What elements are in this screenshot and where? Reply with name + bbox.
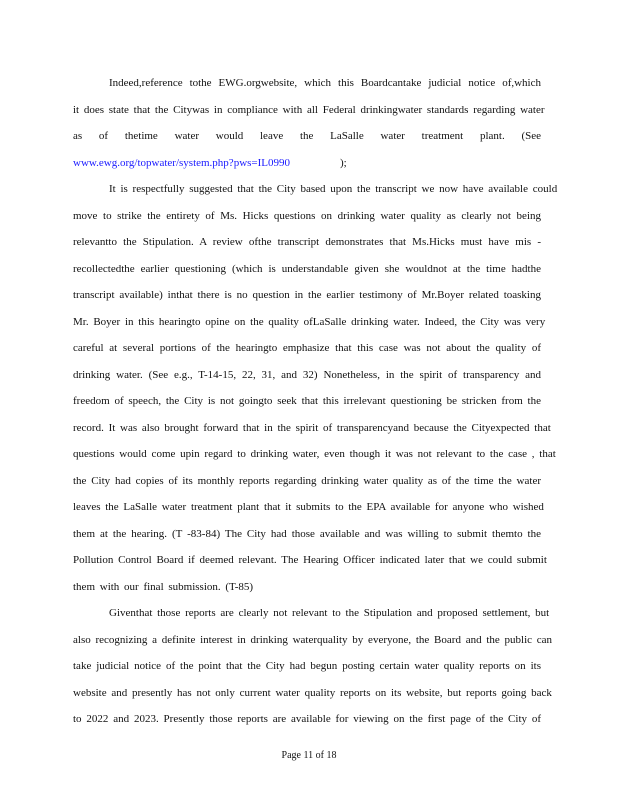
ewg-link[interactable]: www.ewg.org/topwater/system.php?pws=IL0990 bbox=[73, 156, 291, 169]
text-line: them with our final submission. (T-85) bbox=[73, 580, 254, 593]
text-line: them at the hearing. (T -83-84) The City had those available and was willing to submit themto the bbox=[73, 527, 541, 540]
text-line: relevantto the Stipulation. A review ofthe transcript demonstrates that Ms.Hicks must have mis - bbox=[73, 236, 541, 248]
page-number-footer: Page 11 of 18 bbox=[281, 750, 337, 761]
text-line-with-link bbox=[73, 150, 541, 177]
text-line: Pollution Control Board if deemed relevant. The Hearing Officer indicated later that we could submit bbox=[73, 554, 547, 566]
text-line: record. It was also brought forward that in the spirit of transparencyand because the Cityexpected that bbox=[73, 421, 551, 434]
text-line: Indeed,reference tothe EWG.orgwebsite, which this Boardcantake judicial notice of,which bbox=[109, 77, 541, 89]
document-body bbox=[73, 70, 558, 733]
text-line: transcript available) inthat there is no question in the earlier testimony of Mr.Boyer related toasking bbox=[73, 289, 541, 301]
paragraph-ewg-reference bbox=[73, 70, 545, 176]
text-line: move to strike the entirety of Ms. Hicks questions on drinking water quality as clearly not being bbox=[73, 209, 541, 222]
text-line: It is respectfully suggested that the City based upon the transcript we now have available could bbox=[109, 183, 558, 195]
paragraph-judicial-notice bbox=[73, 600, 553, 733]
text-line: drinking water. (See e.g., T-14-15, 22, 31, and 32) Nonetheless, in the spirit of transparency and bbox=[73, 368, 541, 381]
text-line: Mr. Boyer in this hearingto opine on the quality ofLaSalle drinking water. Indeed, the City was very bbox=[73, 315, 546, 328]
link-trailing-text: ); bbox=[340, 156, 347, 169]
text-line: also recognizing a definite interest in drinking waterquality by everyone, the Board and the public can bbox=[73, 633, 553, 646]
text-line: it does state that the Citywas in compliance with all Federal drinkingwater standards regarding water bbox=[73, 103, 545, 116]
text-line: freedom of speech, the City is not goingto seek that this irrelevant questioning be stricken from the bbox=[73, 395, 541, 407]
text-line: the City had copies of its monthly reports regarding drinking water quality as of the time the water bbox=[73, 474, 541, 487]
text-line: recollectedthe earlier questioning (which is understandable given she wouldnot at the time hadthe bbox=[73, 262, 541, 275]
text-line: take judicial notice of the point that the City had begun posting certain water quality reports on its bbox=[73, 660, 541, 672]
text-line: questions would come upin regard to drinking water, even though it was not relevant to the case , that bbox=[73, 448, 556, 460]
paragraph-motion-to-strike bbox=[73, 176, 558, 600]
text-line: careful at several portions of the hearingto emphasize that this case was not about the quality of bbox=[73, 342, 541, 354]
text-line: Giventhat those reports are clearly not relevant to the Stipulation and proposed settlement, but bbox=[109, 607, 550, 619]
text-line: to 2022 and 2023. Presently those reports are available for viewing on the first page of the City of bbox=[73, 713, 541, 725]
text-line: leaves the LaSalle water treatment plant that it submits to the EPA available for anyone who wished bbox=[73, 501, 544, 513]
text-line: as of thetime water would leave the LaSalle water treatment plant. (See bbox=[73, 130, 541, 142]
text-line: website and presently has not only current water quality reports on its website, but reports going back bbox=[73, 686, 552, 699]
